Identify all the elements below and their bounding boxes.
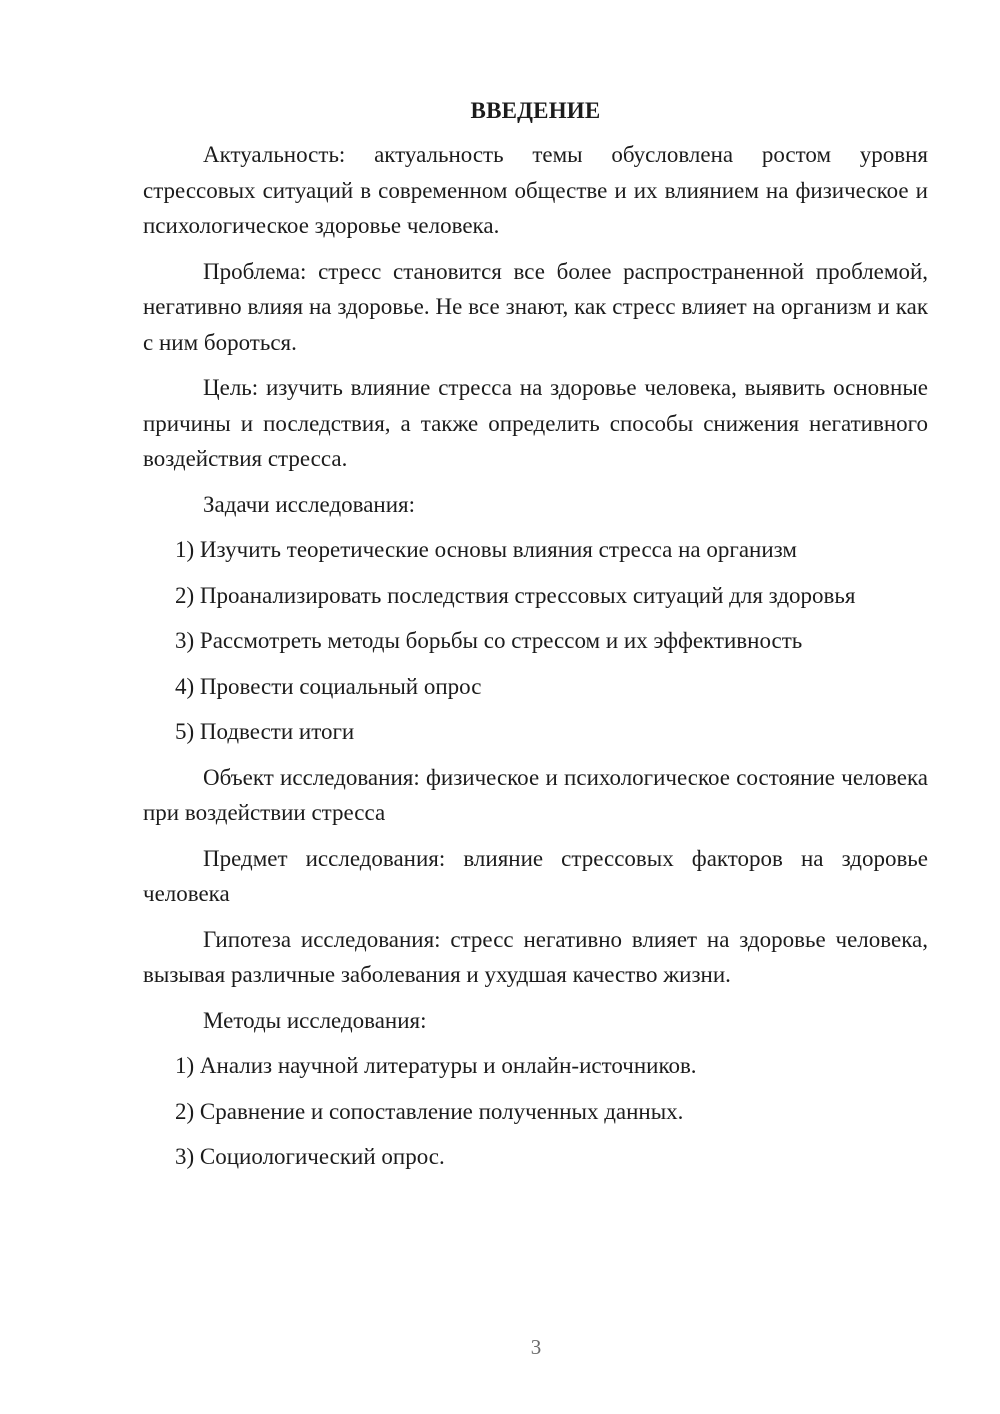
task-item: 5) Подвести итоги (175, 719, 355, 744)
task-item: 4) Провести социальный опрос (175, 673, 482, 699)
method-item: 1) Анализ научной литературы и онлайн-источников. (175, 1053, 697, 1078)
methods-heading: Методы исследования: (203, 1007, 427, 1033)
page-content (143, 95, 928, 1185)
problem-paragraph: Проблема: стресс становится все более распространенной проблемой, негативно влияя на здоровье. Не все знают, как стресс влияет на организм и как с ним бороться. (143, 258, 928, 355)
method-item: 2) Сравнение и сопоставление полученных данных. (175, 1098, 684, 1124)
task-item: 1) Изучить теоретические основы влияния стресса на организм (175, 537, 797, 562)
goal-paragraph: Цель: изучить влияние стресса на здоровье человека, выявить основные причины и последствия, а также определить способы снижения негативного воздействия стресса. (143, 375, 928, 471)
task-item: 2) Проанализировать последствия стрессовых ситуаций для здоровья (175, 582, 856, 608)
task-item: 3) Рассмотреть методы борьбы со стрессом и их эффективность (175, 628, 803, 653)
relevance-paragraph: Актуальность: актуальность темы обусловлена ростом уровня стрессовых ситуаций в современном обществе и их влиянием на физическое и психологическое здоровье человека. (143, 142, 928, 238)
methods-list (143, 1048, 928, 1175)
tasks-list (143, 532, 928, 750)
method-item: 3) Социологический опрос. (175, 1144, 445, 1169)
object-paragraph: Объект исследования: физическое и психологическое состояние человека при воздействии стресса (143, 764, 928, 825)
hypothesis-paragraph: Гипотеза исследования: стресс негативно влияет на здоровье человека, вызывая различные заболевания и ухудшая качество жизни. (143, 926, 928, 987)
tasks-heading: Задачи исследования: (203, 491, 416, 517)
page-number: 3 (530, 1335, 542, 1359)
section-title: ВВЕДЕНИЕ (470, 98, 601, 123)
subject-paragraph: Предмет исследования: влияние стрессовых факторов на здоровье человека (143, 845, 928, 906)
